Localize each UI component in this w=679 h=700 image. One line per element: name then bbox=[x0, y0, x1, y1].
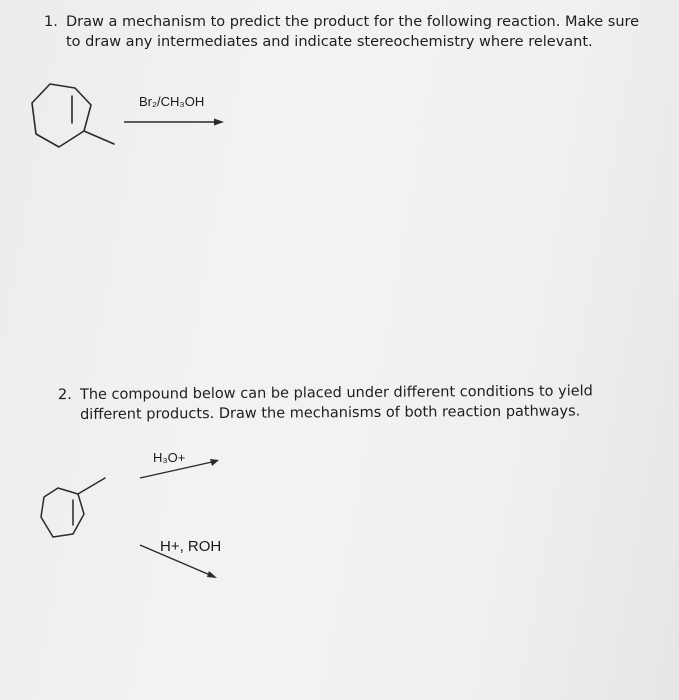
reaction-2b-arrow bbox=[140, 545, 217, 578]
question-1-text: Draw a mechanism to predict the product for the following reaction. Make sure to draw any intermediates and indicate stereochemistry where relevant. bbox=[66, 14, 640, 50]
question-1-number: 1. bbox=[44, 14, 58, 30]
reaction-2a-arrow bbox=[140, 459, 219, 478]
question-2-number: 2. bbox=[57, 386, 72, 404]
methyl-bond-2 bbox=[78, 478, 105, 494]
cyclohexene-ring-1 bbox=[32, 84, 91, 147]
reaction-2b-reagent: H+, ROH bbox=[160, 538, 222, 555]
reaction-1-arrow bbox=[124, 119, 224, 126]
structure-1-methylcyclohexene bbox=[32, 84, 114, 147]
reaction-1-reagent: Br₂/CH₃OH bbox=[139, 94, 205, 109]
structure-2-methylcyclohexene bbox=[41, 478, 105, 537]
methyl-bond-1 bbox=[84, 131, 114, 144]
question-2-text: The compound below can be placed under different conditions to yield different products. Draw the mechanisms of both reaction pathways. bbox=[79, 383, 593, 423]
reaction-2a-reagent: H₃O+ bbox=[153, 450, 186, 465]
cyclohexene-ring-2 bbox=[41, 488, 84, 537]
